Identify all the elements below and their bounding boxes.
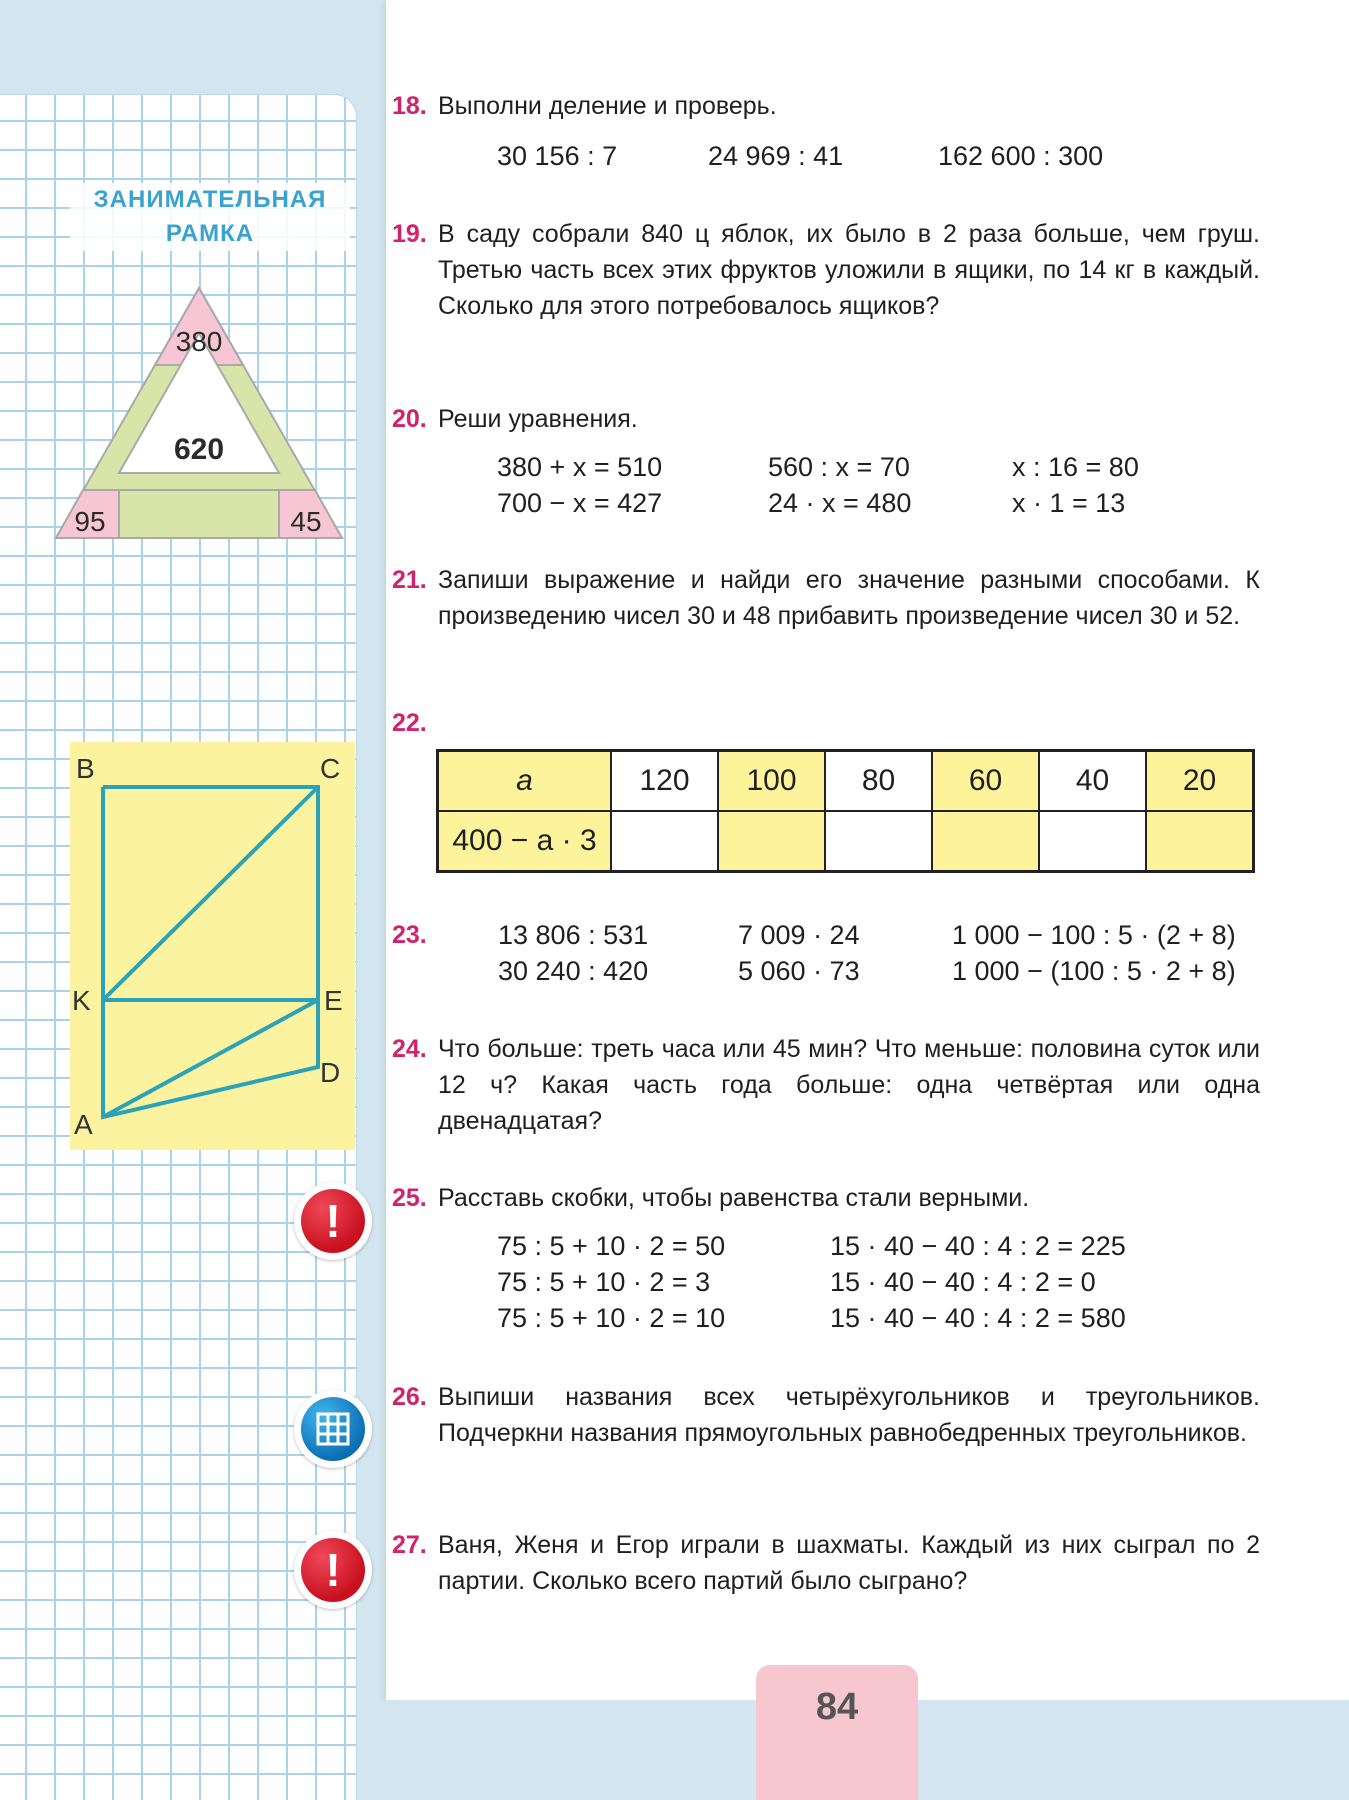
task-text: Выполни деление и проверь. [438, 92, 777, 120]
frame-title-line1: ЗАНИМАТЕЛЬНАЯ [93, 186, 327, 213]
point-label-d: D [320, 1057, 341, 1088]
task-26 [392, 1379, 1260, 1451]
expression: 24 969 : 41 [708, 141, 844, 171]
task-text: В саду собрали 840 ц яблок, их было в 2 раза больше, чем груш. Третью часть всех этих фруктов уложили в ящики, по 14 кг в каждый. Сколько для этого потребовалось ящиков? [438, 220, 1260, 320]
exclamation-badge-2 [294, 1531, 372, 1609]
table-cell: 40 [1039, 751, 1146, 812]
task-19 [392, 216, 1260, 324]
grid-icon [301, 1397, 365, 1461]
exclamation-icon: ! [301, 1538, 365, 1602]
point-label-k: K [72, 985, 91, 1016]
expression: 162 600 : 300 [938, 141, 1104, 171]
triangle-left-number: 95 [74, 506, 106, 537]
exclamation-icon: ! [301, 1189, 365, 1253]
number-triangle-figure [52, 283, 346, 543]
equation: 75 : 5 + 10 · 2 = 50 [497, 1231, 726, 1261]
frame-title-line2: РАМКА [165, 220, 255, 247]
equation: 75 : 5 + 10 · 2 = 3 [497, 1267, 711, 1297]
values-table [436, 749, 1255, 873]
task-27 [392, 1527, 1260, 1599]
point-label-c: C [320, 753, 341, 784]
equation: 24 · x = 480 [768, 488, 912, 518]
table-empty-cell [1039, 811, 1146, 872]
task-25 [392, 1180, 1260, 1216]
equation: 15 · 40 − 40 : 4 : 2 = 580 [830, 1303, 1126, 1333]
geometry-figure [70, 742, 355, 1150]
table-header-cell: a [438, 751, 612, 812]
equation: 700 − x = 427 [497, 488, 663, 518]
triangle-top-number: 380 [175, 326, 223, 357]
task-number: 21. [392, 566, 427, 594]
table-cell: 100 [718, 751, 825, 812]
expression: 1 000 − (100 : 5 · 2 + 8) [952, 956, 1236, 986]
task-number: 25. [392, 1184, 427, 1212]
task-24 [392, 1031, 1260, 1139]
table-empty-cell [611, 811, 718, 872]
triangle-right-number: 45 [290, 506, 322, 537]
triangle-center-number: 620 [173, 433, 225, 466]
point-label-e: E [324, 985, 343, 1016]
expression: 30 240 : 420 [498, 956, 649, 986]
equation: 15 · 40 − 40 : 4 : 2 = 0 [830, 1267, 1096, 1297]
table-cell: 20 [1146, 751, 1254, 812]
task-number: 22. [392, 709, 427, 737]
task-18 [392, 88, 1260, 124]
table-row [438, 751, 1254, 812]
task-text: Выпиши названия всех четырёхугольников и треугольников. Подчеркни названия прямоугольных равнобедренных треугольников. [438, 1383, 1260, 1447]
table-empty-cell [932, 811, 1039, 872]
expression: 7 009 · 24 [738, 920, 860, 950]
expression: 5 060 · 73 [738, 956, 860, 986]
expression: 30 156 : 7 [497, 141, 618, 171]
point-label-a: A [74, 1109, 93, 1140]
task-21 [392, 562, 1260, 634]
task-number: 18. [392, 92, 427, 120]
task-number: 26. [392, 1383, 427, 1411]
task-number: 27. [392, 1531, 427, 1559]
table-empty-cell [718, 811, 825, 872]
table-row-label: 400 − a · 3 [438, 811, 612, 872]
equation: 560 : x = 70 [768, 452, 910, 482]
task-20 [392, 401, 1260, 437]
task-number: 24. [392, 1035, 427, 1063]
table-empty-cell [1146, 811, 1254, 872]
equation: 75 : 5 + 10 · 2 = 10 [497, 1303, 726, 1333]
equation: 380 + x = 510 [497, 452, 663, 482]
frame-title [70, 183, 350, 251]
exclamation-badge-1 [294, 1182, 372, 1260]
task-text: Ваня, Женя и Егор играли в шахматы. Каждый из них сыграл по 2 партии. Сколько всего партий было сыграно? [438, 1531, 1260, 1595]
expression: 13 806 : 531 [498, 920, 649, 950]
equation: 15 · 40 − 40 : 4 : 2 = 225 [830, 1231, 1126, 1261]
task-text: Расставь скобки, чтобы равенства стали верными. [438, 1184, 1030, 1212]
task-number: 20. [392, 405, 427, 433]
table-cell: 120 [611, 751, 718, 812]
task-text: Запиши выражение и найди его значение разными способами. К произведению чисел 30 и 48 прибавить произведение чисел 30 и 52. [438, 566, 1260, 630]
expression: 1 000 − 100 : 5 · (2 + 8) [952, 920, 1236, 950]
point-label-b: B [76, 753, 95, 784]
table-cell: 60 [932, 751, 1039, 812]
task-number: 19. [392, 220, 427, 248]
table-cell: 80 [825, 751, 932, 812]
table-empty-cell [825, 811, 932, 872]
task-text: Что больше: треть часа или 45 мин? Что меньше: половина суток или 12 ч? Какая часть года больше: одна четвёртая или одна двенадцатая? [438, 1035, 1260, 1135]
grid-badge [294, 1390, 372, 1468]
page-number: 84 [815, 1686, 859, 1728]
table-row [438, 811, 1254, 872]
equation: x · 1 = 13 [1012, 488, 1126, 518]
task-text: Реши уравнения. [438, 405, 638, 433]
equation: x : 16 = 80 [1012, 452, 1139, 482]
task-number: 23. [392, 921, 427, 949]
